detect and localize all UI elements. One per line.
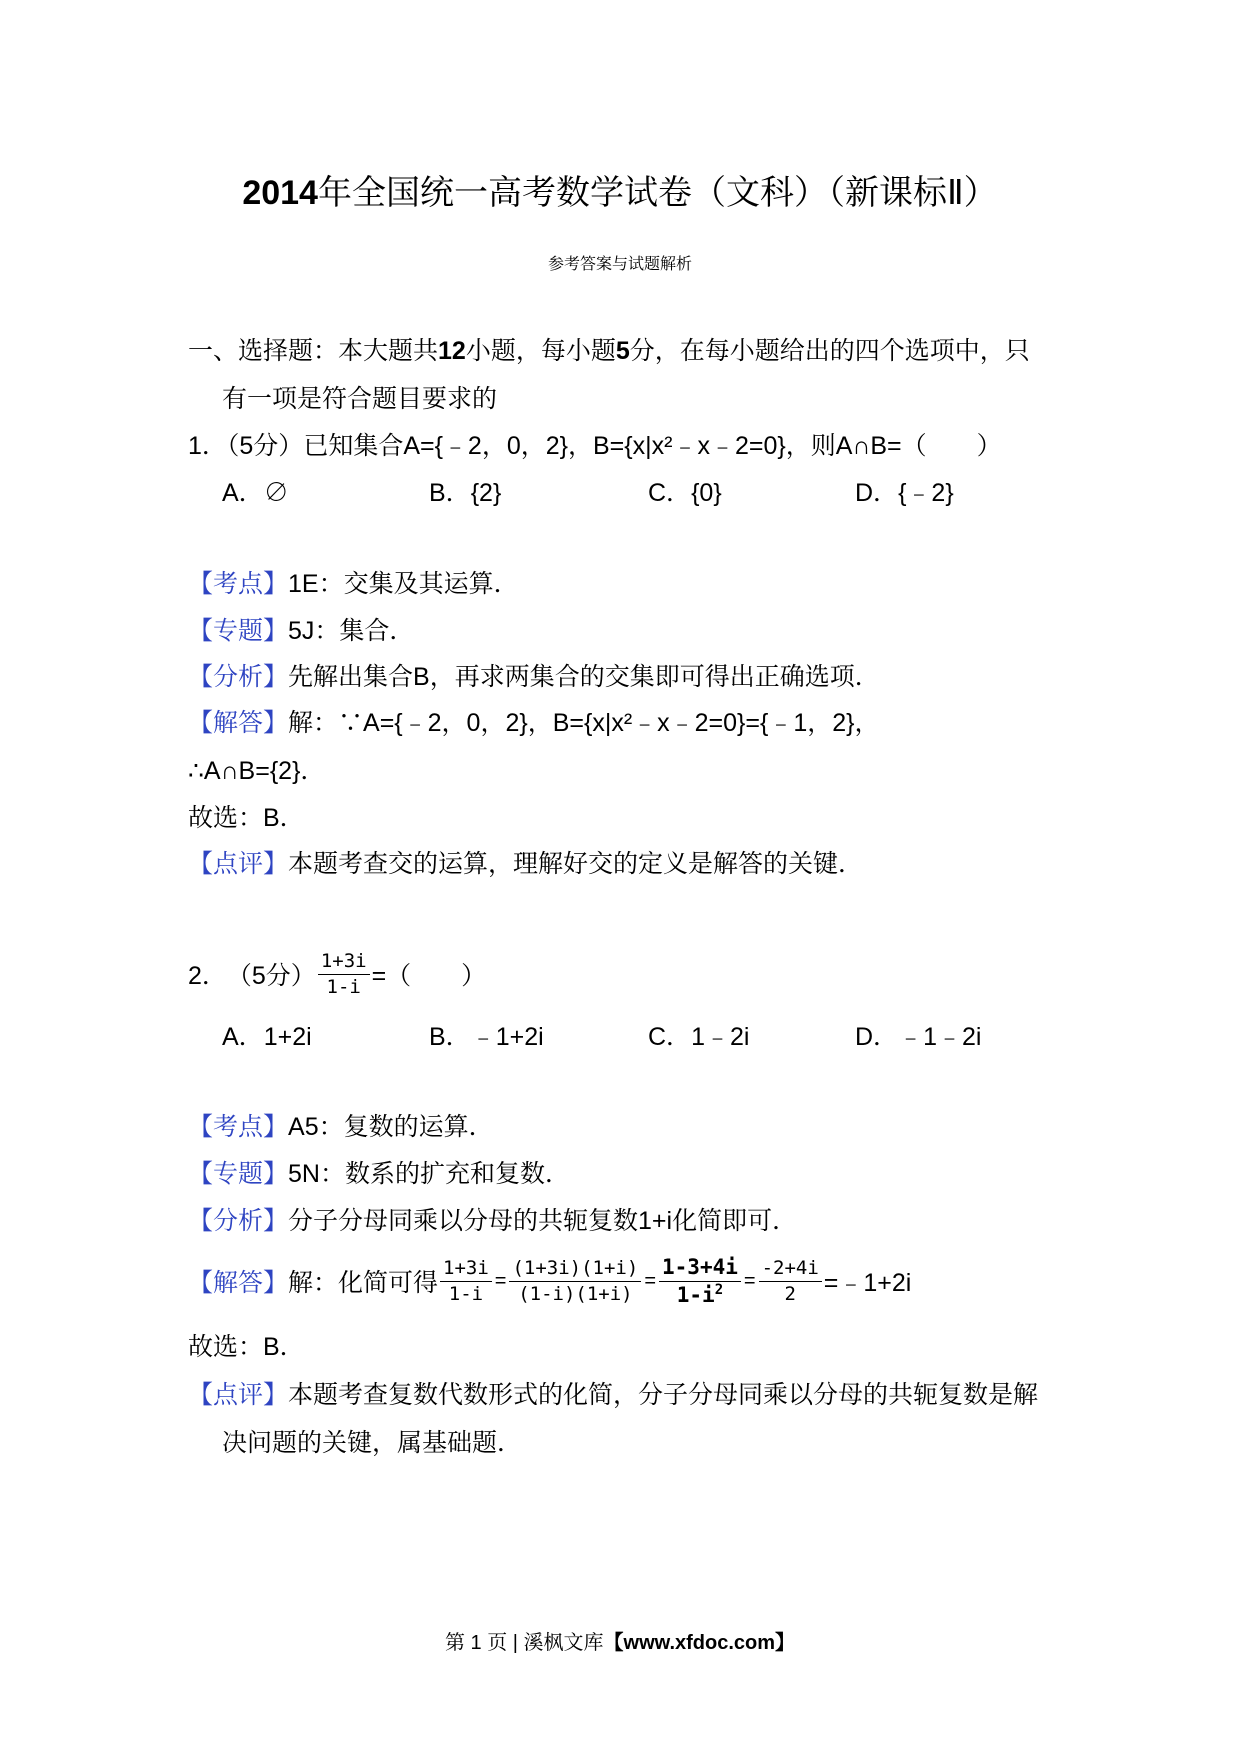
option-text: 1﹣2i bbox=[691, 1023, 750, 1051]
option-letter: C． bbox=[648, 1023, 692, 1051]
equals-sign: = bbox=[644, 1269, 657, 1292]
option-a bbox=[222, 1014, 312, 1061]
question-number: 2． bbox=[188, 962, 227, 990]
section-heading bbox=[188, 328, 1030, 375]
option-b bbox=[429, 1014, 544, 1061]
denominator: 1-i bbox=[448, 1282, 484, 1305]
q2-dianping-continued: 决问题的关键，属基础题． bbox=[222, 1429, 523, 1457]
q1-answer: 故选：B． bbox=[188, 804, 305, 832]
numerator: -2+4i bbox=[759, 1257, 822, 1282]
question-2-options bbox=[0, 1014, 1240, 1061]
option-letter: C． bbox=[648, 479, 692, 507]
fenxi-label: 【分析】 bbox=[188, 1207, 289, 1235]
q1-zhuanti bbox=[188, 608, 414, 655]
step-fraction-1 bbox=[440, 1257, 492, 1306]
page-subtitle: 参考答案与试题解析 bbox=[547, 256, 692, 273]
option-text: 1+2i bbox=[263, 1023, 312, 1051]
question-text: =（ ） bbox=[371, 962, 487, 990]
question-score: （5分） bbox=[226, 962, 316, 990]
page-title bbox=[0, 168, 1240, 218]
option-c bbox=[648, 1014, 749, 1061]
option-letter: B． bbox=[429, 479, 471, 507]
q2-dianping bbox=[188, 1372, 1038, 1419]
numerator: 1+3i bbox=[318, 950, 370, 975]
question-count: 12 bbox=[438, 337, 466, 365]
fenxi-label: 【分析】 bbox=[188, 663, 289, 691]
zhuanti-label: 【专题】 bbox=[188, 1160, 289, 1188]
q1-jieda bbox=[188, 700, 880, 747]
equals-sign: = bbox=[743, 1269, 756, 1292]
fenxi-text: 分子分母同乘以分母的共轭复数1+i化简即可． bbox=[288, 1207, 798, 1235]
fenxi-text: 先解出集合B，再求两集合的交集即可得出正确选项． bbox=[288, 663, 880, 691]
denominator-exponent: 2 bbox=[714, 1281, 724, 1298]
jieda-intro: 解：化简可得 bbox=[288, 1269, 439, 1297]
stem-fraction bbox=[318, 950, 370, 999]
jieda-label: 【解答】 bbox=[188, 1269, 289, 1297]
question-1-stem bbox=[188, 423, 1002, 470]
question-number: 1． bbox=[188, 432, 227, 460]
jieda-label: 【解答】 bbox=[188, 709, 289, 737]
option-text: ∅ bbox=[263, 479, 289, 507]
q2-fenxi bbox=[188, 1198, 797, 1245]
option-letter: B． bbox=[429, 1023, 471, 1051]
equals-sign: = bbox=[494, 1269, 507, 1292]
q2-jieda bbox=[188, 1246, 911, 1316]
option-letter: D． bbox=[855, 479, 899, 507]
jieda-result: =﹣1+2i bbox=[823, 1269, 912, 1297]
title-year: 2014 bbox=[242, 174, 318, 212]
q2-answer: 故选：B． bbox=[188, 1333, 305, 1361]
zhuanti-text: 5J：集合． bbox=[288, 617, 415, 645]
option-letter: D． bbox=[855, 1023, 899, 1051]
q1-jieda-continued: ∴A∩B={2}． bbox=[188, 757, 326, 785]
option-text: {0} bbox=[691, 479, 722, 507]
dianping-text: 本题考查交的运算，理解好交的定义是解答的关键． bbox=[288, 850, 864, 878]
option-letter: A． bbox=[222, 479, 264, 507]
denominator-base: 1-i bbox=[676, 1282, 715, 1307]
section-heading-text: 小题，每小题 bbox=[465, 337, 616, 365]
step-fraction-2 bbox=[509, 1257, 641, 1306]
option-d bbox=[855, 1014, 981, 1061]
zhuanti-text: 5N：数系的扩充和复数． bbox=[288, 1160, 570, 1188]
denominator: 1-i bbox=[326, 975, 361, 998]
option-d bbox=[855, 470, 954, 517]
section-heading-text: 一、选择题：本大题共 bbox=[188, 337, 439, 365]
option-a bbox=[222, 470, 289, 517]
option-text: {2} bbox=[470, 479, 502, 507]
q2-kaodian bbox=[188, 1104, 494, 1151]
q2-zhuanti bbox=[188, 1151, 570, 1198]
dianping-label: 【点评】 bbox=[188, 850, 289, 878]
kaodian-label: 【考点】 bbox=[188, 1113, 289, 1141]
section-heading-continued: 有一项是符合题目要求的 bbox=[222, 385, 498, 413]
jieda-text: 解：∵A={﹣2，0，2}，B={x|x²﹣x﹣2=0}={﹣1，2}， bbox=[288, 709, 880, 737]
denominator bbox=[674, 1282, 726, 1308]
step-fraction-4 bbox=[759, 1257, 822, 1306]
page-footer bbox=[0, 1630, 1240, 1656]
zhuanti-label: 【专题】 bbox=[188, 617, 289, 645]
option-letter: A． bbox=[222, 1023, 264, 1051]
footer-site: 【www.xfdoc.com】 bbox=[603, 1632, 796, 1654]
question-score: 5 bbox=[615, 337, 630, 365]
numerator: 1-3+4i bbox=[659, 1255, 741, 1282]
option-c bbox=[648, 470, 722, 517]
section-heading-text: 分，在每小题给出的四个选项中，只 bbox=[629, 337, 1030, 365]
option-text: {﹣2} bbox=[898, 479, 954, 507]
question-score: （5分） bbox=[226, 432, 304, 460]
option-text: ﹣1﹣2i bbox=[898, 1023, 982, 1051]
step-fraction-3 bbox=[659, 1255, 741, 1308]
kaodian-label: 【考点】 bbox=[188, 570, 289, 598]
question-1-options bbox=[0, 470, 1240, 517]
question-2-stem bbox=[188, 944, 486, 1004]
dianping-label: 【点评】 bbox=[188, 1381, 289, 1409]
denominator: 2 bbox=[784, 1282, 796, 1305]
footer-page-info: 第 1 页 | 溪枫文库 bbox=[444, 1632, 604, 1654]
q1-fenxi bbox=[188, 654, 880, 701]
title-text: 年全国统一高考数学试卷（文科）（新课标Ⅱ） bbox=[317, 174, 998, 212]
option-b bbox=[429, 470, 501, 517]
numerator: (1+3i)(1+i) bbox=[509, 1257, 641, 1282]
numerator: 1+3i bbox=[440, 1257, 492, 1282]
q1-kaodian bbox=[188, 561, 519, 608]
q1-dianping bbox=[188, 841, 863, 888]
question-text: 已知集合A={﹣2，0，2}，B={x|x²﹣x﹣2=0}，则A∩B=（ ） bbox=[303, 432, 1002, 460]
denominator: (1-i)(1+i) bbox=[518, 1282, 633, 1305]
dianping-text: 本题考查复数代数形式的化简，分子分母同乘以分母的共轭复数是解 bbox=[288, 1381, 1039, 1409]
kaodian-text: A5：复数的运算． bbox=[288, 1113, 494, 1141]
kaodian-text: 1E：交集及其运算． bbox=[288, 570, 519, 598]
option-text: ﹣1+2i bbox=[470, 1023, 544, 1051]
